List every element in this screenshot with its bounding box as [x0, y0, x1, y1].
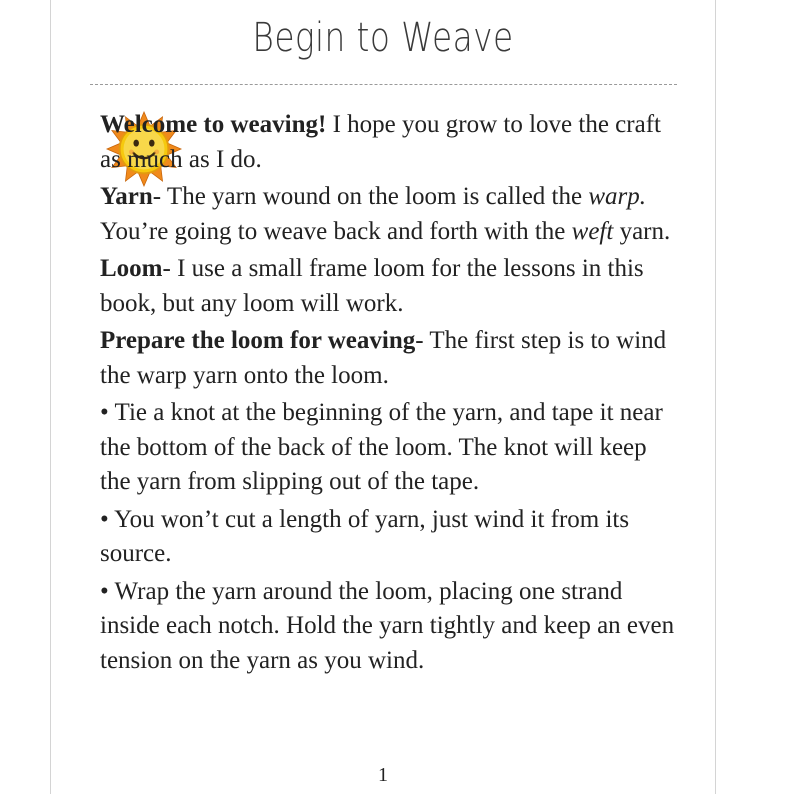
- intro-text: I hope you grow to love the craft as much as I do.: [100, 111, 661, 173]
- prepare-label: Prepare the loom for weaving: [100, 327, 416, 354]
- bullet-item: • Tie a knot at the beginning of the yarn, and tape it near the bottom of the back of the loom. The knot will keep the yarn from slipping out of the tape.: [100, 399, 663, 495]
- loom-paragraph: [100, 252, 682, 321]
- yarn-text: You’re going to weave back and forth with the: [100, 217, 572, 245]
- yarn-text: yarn.: [613, 217, 671, 245]
- yarn-paragraph: [100, 180, 682, 249]
- bullet-item: • Wrap the yarn around the loom, placing one strand inside each notch. Hold the yarn tightly and keep an even tension on the yarn as you wind.: [100, 577, 675, 674]
- prepare-paragraph: [100, 324, 682, 393]
- loom-label: Loom: [100, 255, 163, 282]
- page-title: Begin to Weave: [252, 15, 514, 61]
- intro-paragraph: [100, 108, 682, 177]
- page: [50, 0, 716, 794]
- dashed-divider: [90, 84, 677, 85]
- prepare-text: - The first step is to wind the warp yarn onto the loom.: [100, 327, 667, 389]
- loom-text: - I use a small frame loom for the lessons in this book, but any loom will work.: [100, 255, 644, 317]
- body-text: [100, 108, 682, 681]
- warp-term: warp.: [588, 183, 646, 210]
- weft-term: weft: [571, 217, 614, 245]
- yarn-text: - The yarn wound on the loom is called the: [152, 183, 589, 210]
- yarn-label: Yarn: [100, 183, 153, 210]
- bullet-item: • You won’t cut a length of yarn, just wind it from its source.: [100, 505, 630, 567]
- page-number: 1: [378, 764, 388, 786]
- intro-bold: Welcome to weaving!: [100, 111, 327, 138]
